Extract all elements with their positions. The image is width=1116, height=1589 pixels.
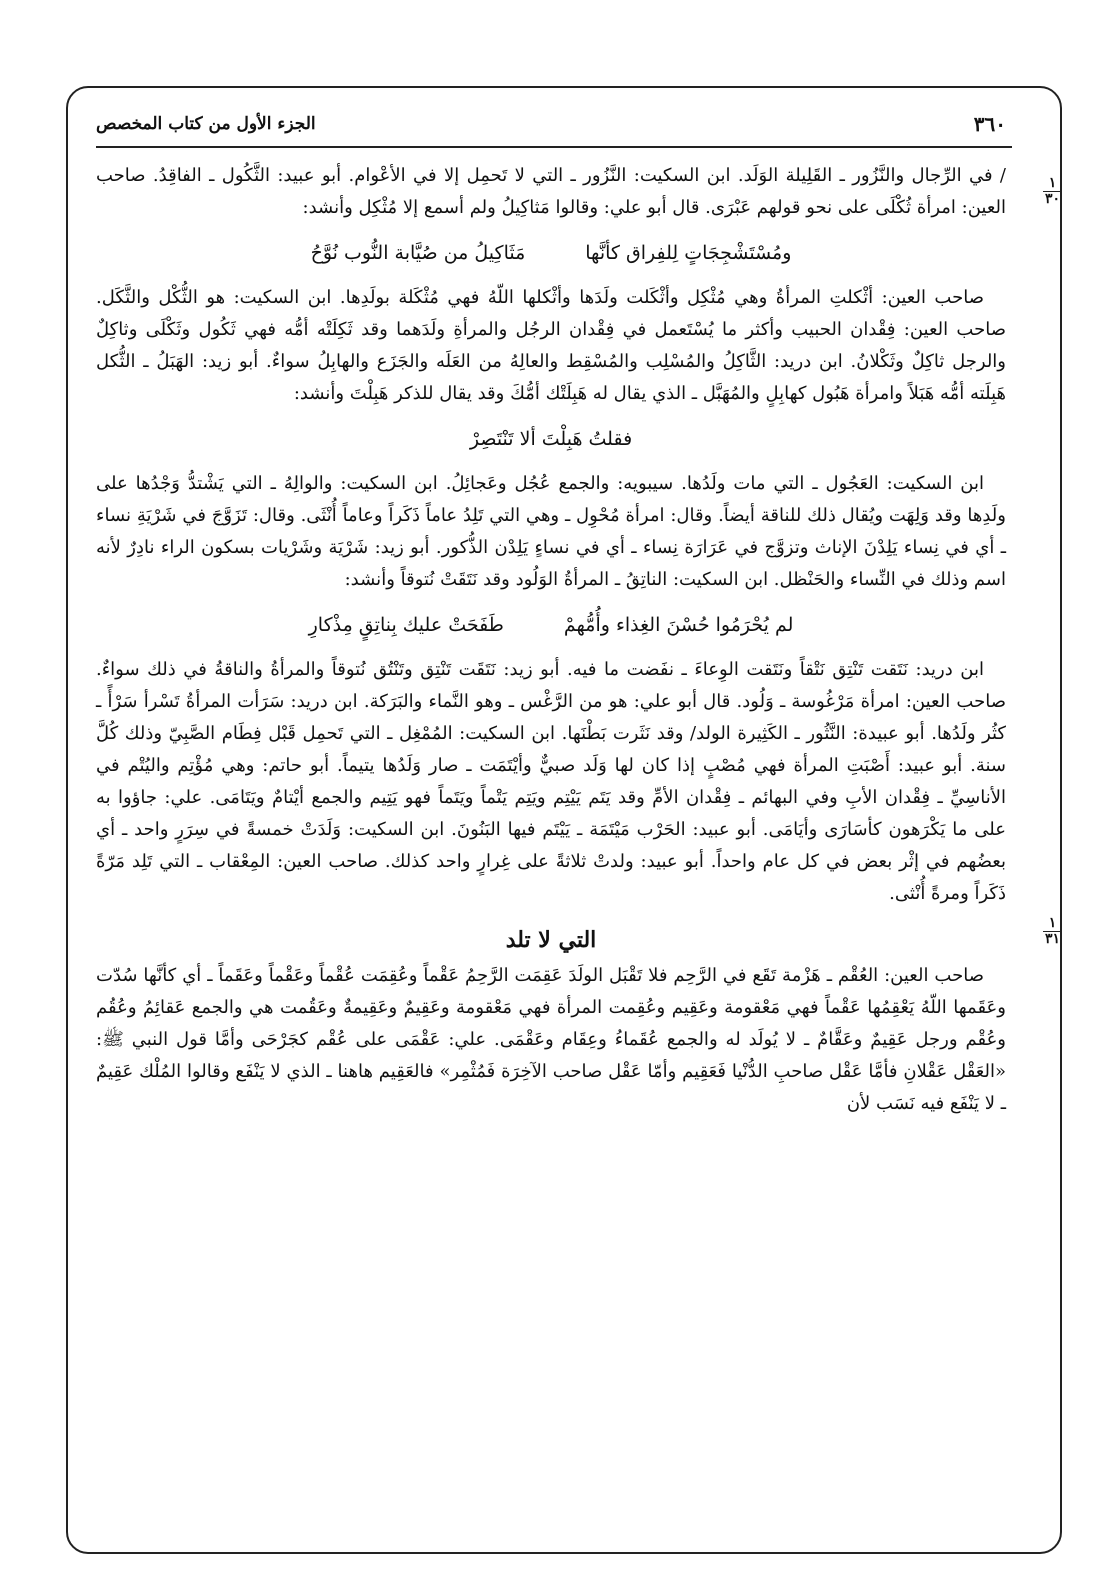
paragraph: ابن دريد: نَتَقت تَنْتِق نَتْقاً ونَتَقت الوِعاءَ ـ نفَضت ما فيه. أبو زيد: نَتَقَت تَنْتِق وتَنْتُق نُتوقاً والمرأةُ والناقةُ في ذلك سواءٌ. صاحب العين: امرأة مَرْغُوسة ـ وَلُود. قال أبو علي: هو من الرَّغْس ـ وهو النَّماء والبَرَكة. ابن دريد: سَرَأت المرأةُ تَسْرأ سَرْأً ـ كثُر ولَدُها. أبو عبيدة: النَّثُور ـ الكَثِيرة الولد/ وقد نَثَرت بَطْنَها. ابن السكيت: المُمْغِل ـ التي تَحمِل قَبْل فِطَام الصَّبِيّ وذلك كُلَّ سنة. أبو عبيد: أَصْبَتِ المرأة فهي مُصْبٍ إذا كان لها وَلَد صبيٌّ وأيْتَمَت ـ صار وَلَدُها يتيماً. أبو حاتم: وهي مُؤْتِم واليُتْم في الأناسِيِّ ـ فِقْدان الأبِ وفي البهائم ـ فِقْدان الأمِّ وقد يَتَم يَيْتِم ويَتِم يَتْماً ويَتَماً فهو يَتِيم والجمع أيْتامٌ ويَتَامَى. علي: جاؤوا به على ما يَكْرَهون كأسَارَى وأيَامَى. أبو عبيد: الحَرْب مَيْتَمَة ـ يَيْتَم فيها البَنُونَ. ابن السكيت: وَلَدَتْ خمسةً في سِرَرٍ واحد ـ أي بعضُهم في إثْر بعض في كل عام واحداً. أبو عبيد: ولدتْ ثلاثةً على غِرارٍ واحد كذلك. صاحب العين: المِعْقاب ـ التي تَلِد مَرّةً ذَكَراً ومرةً أُنْثى. [96, 659, 1006, 904]
page-header [96, 104, 1006, 144]
margin-ref-1 [1043, 176, 1062, 207]
poetry-verse [96, 238, 1006, 268]
margin-ref-2 [1043, 916, 1062, 947]
verse-second-hemistich: طَفَحَتْ عليك بِناتِقٍ مِذْكارِ [308, 614, 504, 636]
paragraph: / في الرِّجال والنَّزُور ـ القَلِيلة الوَلَد. ابن السكيت: النَّزُور ـ التي لا تَحمِل إلا في الأعْوام. أبو عبيد: الثَّكُول ـ الفاقِدُ. صاحب العين: امرأة ثُكْلَى على نحو قولهم عَبْرَى. قال أبو علي: وقالوا مَثاكِيلُ ولم أسمع إلا مُثْكِل وأنشد: [96, 165, 1006, 218]
paragraph: صاحب العين: العُقْم ـ هَزْمة تَقَع في الرَّحِم فلا تَقْبَل الولَدَ عَقِمَت الرَّحِمُ عَقْماً وعُقِمَت عُقْماً وعَقْماً وعَقَماً ـ أي كأنَّها سُدّت وعَقَمها اللّهُ يَعْقِمُها عَقْماً فهي مَعْقومة وعَقِيم وعُقِمت المرأة فهي مَعْقومة وعَقِيمٌ وعَقِيمةٌ وعَقُمت هي والجمع عَقائِمُ وعُقُم وعُقْم ورجل عَقِيمٌ وعَقَّامٌ ـ لا يُولَد له والجمع عُقَماءُ وعِقَام وعَقْمَى. علي: عَقْمَى على عُقْم كجَرْحَى وأمَّا قول النبي ﷺ: «العَقْل عَقْلانِ فأمَّا عَقْل صاحبِ الدُّنْيا فَعَقِيم وأمّا عَقْل صاحب الآخِرَة فَمُثْمِر» فالعَقِيم هاهنا ـ الذي لا يَنْفَع وقالوا المُلْك عَقِيمٌ ـ لا يَنْفَع فيه نَسَب لأن [96, 965, 1006, 1114]
poetry-verse [96, 610, 1006, 640]
verse-first-hemistich: فقلتُ هَبِلْتَ ألا تَنْتَصِرْ [469, 428, 633, 450]
poetry-verse [96, 424, 1006, 454]
margin-ref-page: ٣١ [1044, 931, 1060, 947]
margin-ref-vol: ١ [1043, 176, 1062, 192]
page-body [96, 160, 1006, 1120]
header-rule [96, 146, 1012, 148]
margin-ref-page: ٣٠ [1044, 191, 1060, 207]
page-number: ٣٦٠ [973, 112, 1006, 136]
verse-first-hemistich: ومُسْتَشْجِجَاتٍ لِلفِراق كأنَّها [585, 242, 792, 264]
verse-second-hemistich: مَثَاكِيلُ من صُيَّابة النُّوب نُوَّحُ [310, 242, 526, 264]
margin-ref-vol: ١ [1043, 916, 1062, 932]
paragraph: ابن السكيت: العَجُول ـ التي مات ولَدُها. سيبويه: والجمع عُجُل وعَجائِلُ. ابن السكيت: والوالِهُ ـ التي يَشْتدُّ وَجْدُها على ولَدِها وقد وَلِهَت ويُقال ذلك للناقة أيضاً. وقال: امرأة مُحْوِل ـ وهي التي تَلِدُ عاماً ذَكَراً وعاماً أُنْثَى. وقال: تَزَوَّجَ في شَرْيَةِ نساء ـ أي في نِساء يَلِدْنَ الإناث وتزوَّج في عَرَارَة نِساء ـ أي في نساءٍ يَلِدْن الذُّكور. أبو زيد: شَرْيَة وشَرْيات بسكون الراء نادِرٌ لأنه اسم وذلك في النِّساء والحَنْظل. ابن السكيت: الناتِقُ ـ المرأةُ الوَلُود وقد نَتَقَتْ نُتوقاً وأنشد: [96, 473, 1006, 590]
verse-first-hemistich: لم يُحْرَمُوا حُسْنَ الغِذاء وأُمُّهمْ [563, 614, 794, 636]
paragraph: صاحب العين: أثْكلتِ المرأةُ وهي مُثْكِل وأثْكَلت ولَدَها وأثْكلها اللّهُ فهي مُثْكَلة بولَدِها. ابن السكيت: هو الثُّكْل والثَّكَل. صاحب العين: فِقْدان الحبيب وأكثر ما يُسْتَعمل في فِقْدان الرجُل والمرأةِ ولَدَهما وقد ثَكِلَتْه أمُّه فهي ثَكُول وثَكْلَى وثاكِلٌ والرجل ثاكِلٌ وثَكْلانُ. ابن دريد: الثَّاكِلُ والمُسْلِب والمُسْقِط والعالِهُ من العَلَه والجَزَع والهابِلُ سواءٌ. أبو زيد: الهَبَلُ ـ الثُّكل هَبِلَته أمُّه هَبَلاً وامرأة هَبُول كهابِلٍ والمُهَبَّل ـ الذي يقال له هَبِلَتْك أمُّكَ وقد يقال للذكر هَبِلْتَ وأنشد: [96, 287, 1006, 404]
book-title: الجزء الأول من كتاب المخصص [96, 114, 316, 134]
section-heading: التي لا تلد [505, 927, 597, 953]
